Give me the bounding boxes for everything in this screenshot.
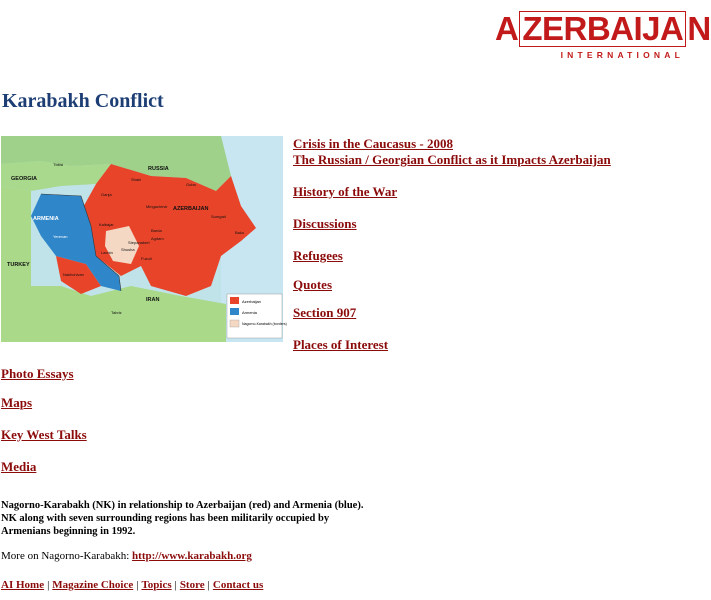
link-places-of-interest[interactable]: Places of Interest [293,337,389,352]
legend-label-azerbaijan: Azerbaijan [242,299,261,304]
label-ganja: Ganja [101,192,112,197]
link-crisis-caucasus[interactable]: Crisis in the Caucasus - 2008 [293,136,453,151]
legend-label-armenia: Armenia [242,310,257,315]
label-yerevan: Yerevan [53,234,68,239]
label-iran: IRAN [146,297,160,303]
link-media-wrap [1,459,36,475]
label-barda: Barda [151,228,162,233]
logo-wordmark [495,10,711,48]
label-georgia: GEORGIA [11,176,37,182]
label-russia: RUSSIA [148,166,169,172]
legend-swatch-armenia [230,308,239,315]
link-maps[interactable]: Maps [1,395,33,410]
label-stepanakert: Stepanakert [128,240,150,245]
footer-separator: | [136,579,139,591]
label-baku: Baku [235,230,245,235]
map-caption [1,499,371,538]
footer-ai-home-link[interactable]: AI Home [1,579,45,591]
logo-letter-a: A [495,10,519,47]
link-key-west-wrap [1,427,87,443]
footer-store-link[interactable]: Store [179,579,205,591]
link-history-of-war[interactable]: History of the War [293,184,398,199]
link-discussions[interactable]: Discussions [293,216,357,231]
footer-separator: | [207,579,210,591]
footer-magazine-choice-link[interactable]: Magazine Choice [52,579,134,591]
map-legend [227,294,287,338]
caption-line-3: Armenians beginning in 1992. [1,526,136,537]
logo-box [519,11,686,47]
link-photo-essays-wrap [1,366,74,382]
caucasus-map [1,136,287,342]
more-label: More on Nagorno-Karabakh: [1,550,130,562]
caption-line-1: Nagorno-Karabakh (NK) in relationship to Azerbaijan (red) and Armenia (blue). [1,500,364,511]
link-quotes[interactable]: Quotes [293,277,332,292]
footer-nav [1,579,263,591]
label-turkey: TURKEY [7,262,30,268]
logo-word: ZERBAIJA [522,10,684,47]
logo-letter-n: N [687,10,711,47]
label-nakhchivan: Nakhchivan [63,272,84,277]
label-agdam: Agdam [151,236,164,241]
label-armenia: ARMENIA [33,216,59,222]
logo-subtitle: INTERNATIONAL [560,50,684,60]
label-shusha: Shusha [121,247,135,252]
link-section-907[interactable]: Section 907 [293,305,357,320]
legend-swatch-karabakh [230,320,239,327]
caption-line-2: NK along with seven surrounding regions has been militarily occupied by [1,513,330,524]
label-kalbajar: Kalbajar [99,222,114,227]
link-maps-wrap [1,395,32,411]
legend-swatch-azerbaijan [230,297,239,304]
link-key-west-talks[interactable]: Key West Talks [1,427,87,442]
label-tbilisi: Tbilisi [53,162,64,167]
label-sumgait: Sumgait [211,214,226,219]
label-tabriz: Tabriz [111,310,122,315]
label-shaki: Shaki [131,177,142,182]
label-lachin: Lachin [101,250,113,255]
page-title: Karabakh Conflict [2,90,164,112]
footer-separator: | [47,579,50,591]
link-media[interactable]: Media [1,459,37,474]
footer-contact-link[interactable]: Contact us [212,579,264,591]
label-guba: Guba [186,182,196,187]
link-russian-georgian-conflict[interactable]: The Russian / Georgian Conflict as it Impacts Azerbaijan [293,152,611,167]
footer-separator: | [174,579,177,591]
link-photo-essays[interactable]: Photo Essays [1,366,74,381]
karabakh-org-link[interactable]: http://www.karabakh.org [132,550,252,562]
more-on-karabakh [1,550,252,562]
label-azerbaijan: AZERBAIJAN [173,206,209,212]
link-refugees[interactable]: Refugees [293,248,343,263]
label-fuzuli: Fuzuli [141,256,152,261]
legend-label-karabakh: Nagorno-Karabakh (borders) [242,322,287,326]
azerbaijan-international-logo[interactable] [495,10,711,60]
footer-topics-link[interactable]: Topics [141,579,172,591]
label-mingachevir: Mingachevir [146,204,168,209]
